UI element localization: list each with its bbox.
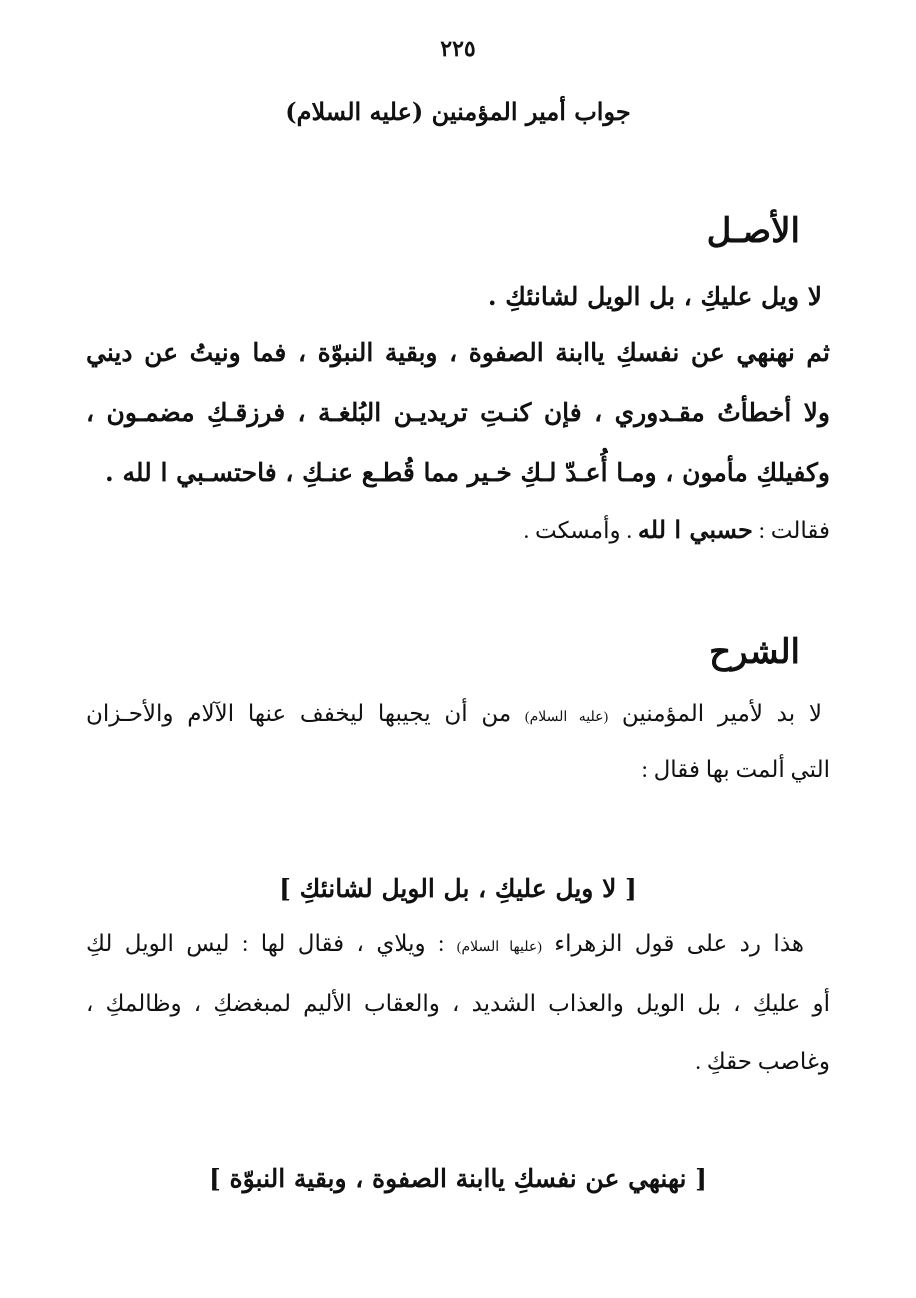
asl-line-2: ثم نهنهي عن نفسكِ ياابنة الصفوة ، وبقية النبوّة ، فما ونيتُ عن ديني	[86, 338, 830, 367]
quote-1-part-2: : ويلاي ، فقال لها : ليس الويل لكِ	[86, 931, 445, 956]
asl-heading: الأصـل	[706, 211, 800, 251]
sharh-heading: الشرح	[709, 632, 800, 672]
asl-line-3: ولا أخطأتُ مقـدوري ، فإن كنـتِ تريديـن البُلغـة ، فرزقـكِ مضمـون ،	[86, 398, 830, 427]
asl-closing-suffix: . وأمسكت .	[523, 518, 633, 543]
quote-1-note: (عليها السلام)	[456, 940, 542, 955]
quote-1-line-1	[86, 932, 804, 955]
asl-line-1: لا ويل عليكِ ، بل الويل لشانئكِ .	[487, 282, 822, 311]
sharh-intro-line-2: التي ألمت بها فقال :	[641, 757, 830, 782]
sharh-intro-note: (عليه السلام)	[524, 710, 609, 725]
asl-closing	[523, 515, 831, 544]
quote-1-heading: [ لا ويل عليكِ ، بل الويل لشانئكِ ]	[279, 874, 637, 903]
quote-2-heading: [ نهنهي عن نفسكِ ياابنة الصفوة ، وبقية النبوّة ]	[209, 1164, 707, 1193]
quote-1-line-2: أو عليكِ ، بل الويل والعذاب الشديد ، والعقاب الأليم لمبغضكِ ، وظالمكِ ،	[86, 991, 830, 1016]
quote-1-part-1: هذا رد على قول الزهراء	[554, 931, 805, 956]
asl-closing-prefix: فقالت :	[758, 518, 830, 543]
quote-1-line-3: وغاصب حقكِ .	[695, 1049, 830, 1074]
sharh-intro-part-2: من أن يجيبها ليخفف عنها الآلام والأحـزان	[86, 701, 512, 726]
asl-line-4: وكفيلكِ مأمون ، ومـا أُعـدّ لـكِ خـير مما قُطـع عنـكِ ، فاحتسـبي ا لله .	[105, 458, 830, 487]
sharh-intro-line-1	[86, 702, 822, 725]
sharh-intro-part-1: لا بد لأمير المؤمنين	[621, 701, 822, 726]
page-title: جواب أمير المؤمنين (عليه السلام)	[285, 97, 631, 126]
page-number: ٢٢٥	[440, 36, 476, 62]
asl-closing-bold: حسبي ا لله	[637, 515, 753, 544]
